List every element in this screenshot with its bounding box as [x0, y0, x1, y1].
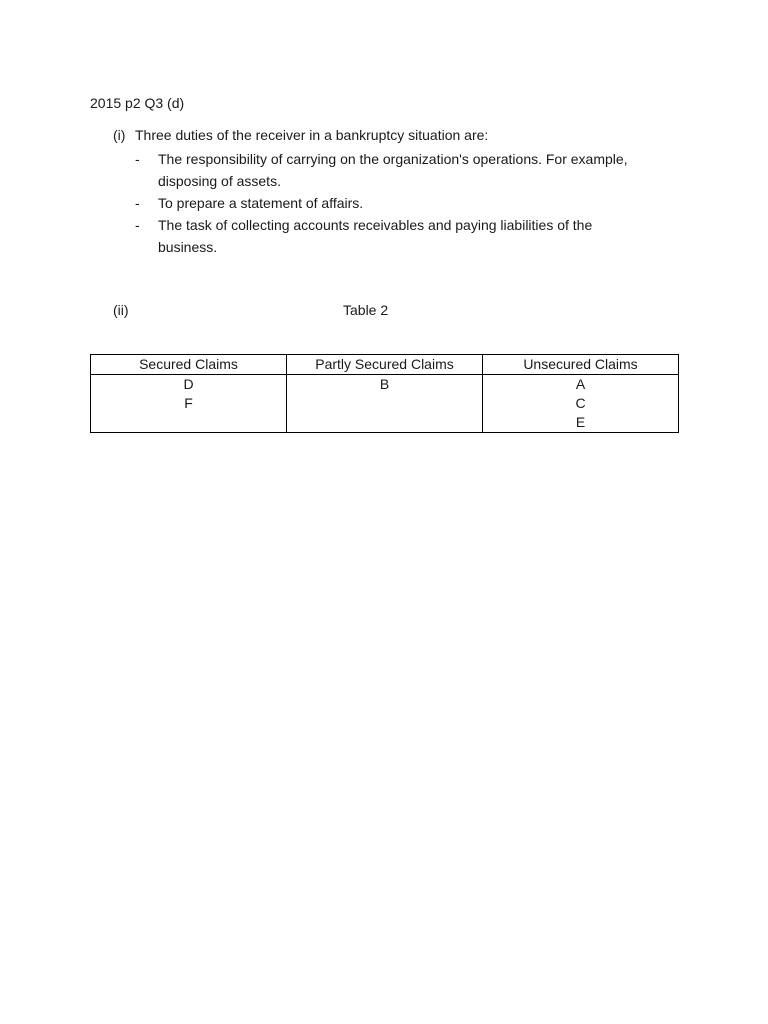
part-i-marker: (i) [113, 127, 126, 143]
question-heading: 2015 p2 Q3 (d) [90, 95, 185, 111]
duty-text: To prepare a statement of affairs. [158, 195, 364, 211]
dash-bullet: - [135, 217, 140, 233]
duty-item [135, 148, 655, 192]
column-header-partly-secured: Partly Secured Claims [287, 355, 483, 375]
part-i-intro: Three duties of the receiver in a bankruptcy situation are: [135, 127, 489, 143]
column-header-secured: Secured Claims [91, 355, 287, 375]
secured-claims-cell [91, 375, 287, 433]
duties-list [135, 148, 655, 258]
part-ii-marker: (ii) [113, 302, 129, 318]
table-caption: Table 2 [343, 302, 389, 318]
duty-item [135, 214, 655, 258]
claims-table [90, 354, 679, 433]
claim-letter: D [183, 376, 194, 392]
duty-item [135, 192, 655, 214]
table-row [91, 375, 679, 433]
dash-bullet: - [135, 195, 140, 211]
duty-text: The task of collecting accounts receivables and paying liabilities of the business. [158, 217, 593, 255]
dash-bullet: - [135, 151, 140, 167]
duty-text: The responsibility of carrying on the organization's operations. For example, disposing of assets. [158, 151, 628, 189]
claim-letter: F [184, 395, 193, 411]
table-header-row [91, 355, 679, 375]
column-header-unsecured: Unsecured Claims [483, 355, 679, 375]
claim-letter: B [379, 376, 390, 392]
claim-letter: A [575, 376, 586, 392]
claim-letter: E [575, 414, 586, 430]
claim-letter: C [575, 395, 586, 411]
partly-secured-claims-cell [287, 375, 483, 433]
unsecured-claims-cell [483, 375, 679, 433]
